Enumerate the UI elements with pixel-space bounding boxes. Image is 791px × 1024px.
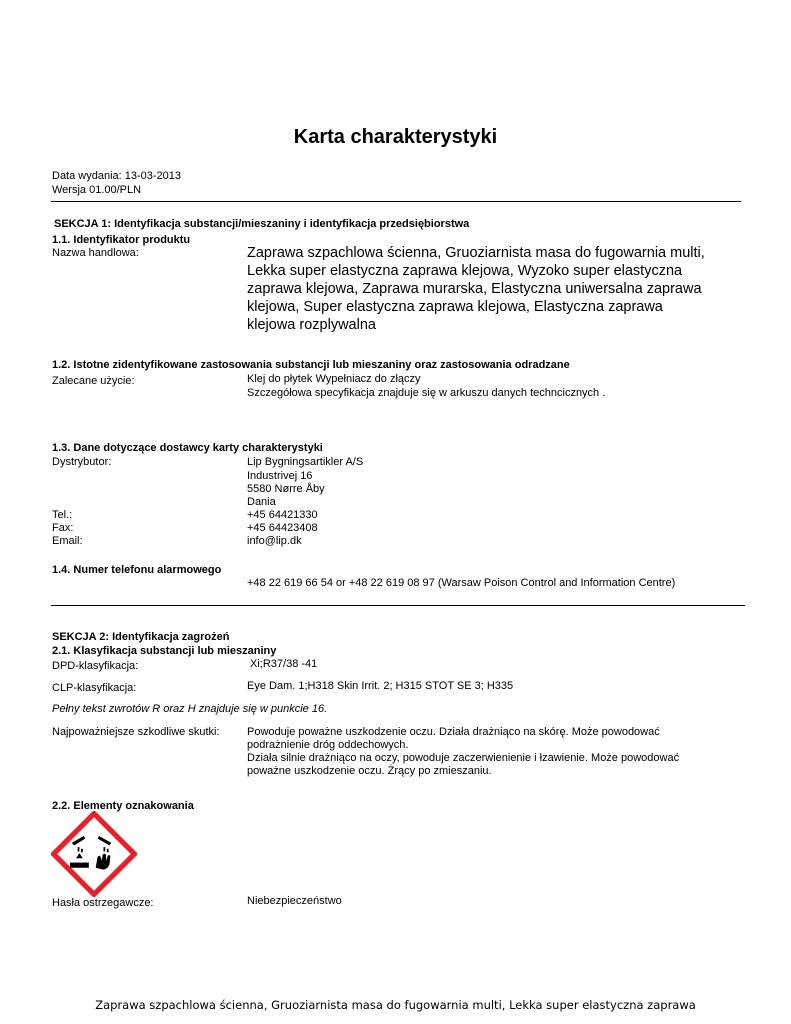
sub12-heading: 1.2. Istotne zidentyfikowane zastosowania substancji lub mieszaniny oraz zastosowania odradzane (52, 359, 570, 371)
trade-name-label: Nazwa handlowa: (52, 247, 139, 259)
sub11-heading: 1.1. Identyfikator produktu (52, 234, 191, 246)
distributor-label: Dystrybutor: (52, 456, 112, 468)
use-label: Zalecane użycie: (52, 375, 135, 387)
sub22-heading: 2.2. Elementy oznakowania (52, 800, 194, 812)
email-label: Email: (52, 535, 83, 547)
trade-name-line: klejowa rozplywalna (247, 317, 376, 333)
effects-line: Powoduje poważne uszkodzenie oczu. Działa drażniąco na skórę. Może powodować (247, 726, 660, 738)
effects-line: podrażnienie dróg oddechowych. (247, 739, 409, 751)
use-line2: Szczegółowa specyfikacja znajduje się w arkuszu danych techncicznych . (247, 387, 606, 399)
trade-name-line: zaprawa klejowa, Zaprawa murarska, Elastyczna uniwersalna zaprawa (247, 281, 702, 297)
section1-heading: SEKCJA 1: Identyfikacja substancji/mieszaniny i identyfikacja przedsiębiorstwa (54, 218, 470, 230)
effects-label: Najpoważniejsze szkodliwe skutki: (52, 726, 220, 738)
distributor-name: Lip Bygningsartikler A/S (247, 456, 364, 468)
sub13-heading: 1.3. Dane dotyczące dostawcy karty charakterystyki (52, 442, 323, 454)
trade-name-line: Lekka super elastyczna zaprawa klejowa, Wyzoko super elastyczna (247, 263, 683, 279)
header-divider (51, 201, 741, 202)
distributor-city: 5580 Nørre Åby (247, 483, 325, 495)
fax-value: +45 64423408 (247, 522, 318, 534)
fax-label: Fax: (52, 522, 74, 534)
fulltext-note: Pełny tekst zwrotów R oraz H znajduje się w punkcie 16. (52, 703, 328, 715)
signal-word: Niebezpieczeństwo (247, 895, 342, 907)
distributor-country: Dania (247, 496, 276, 508)
email-value: info@lip.dk (247, 535, 302, 547)
trade-name-line: klejowa, Super elastyczna zaprawa klejowa, Elastyczna zaprawa (247, 299, 663, 315)
corrosion-pictogram-icon (51, 811, 137, 897)
issue-date: Data wydania: 13-03-2013 (52, 170, 182, 182)
clp-value: Eye Dam. 1;H318 Skin Irrit. 2; H315 STOT SE 3; H335 (247, 680, 514, 692)
trade-name (247, 244, 747, 334)
section-divider (51, 605, 745, 606)
distributor-street: Industrivej 16 (247, 470, 313, 482)
dpd-value: Xi;R37/38 -41 (250, 658, 318, 670)
sub14-heading: 1.4. Numer telefonu alarmowego (52, 564, 222, 576)
page-title: Karta charakterystyki (293, 126, 498, 148)
sub21-heading: 2.1. Klasyfikacja substancji lub mieszaniny (52, 645, 277, 657)
trade-name-line: Zaprawa szpachlowa ścienna, Gruoziarnista masa do fugowarnia multi, (247, 245, 705, 261)
dpd-label: DPD-klasyfikacja: (52, 660, 139, 672)
effects-line: Działa silnie drażniąco na oczy, powoduje zaczerwienienie i łzawienie. Może powodować (247, 752, 680, 764)
section2-heading: SEKCJA 2: Identyfikacja zagrożeń (52, 631, 230, 643)
emergency-phone: +48 22 619 66 54 or +48 22 619 08 97 (Warsaw Poison Control and Information Centre) (247, 577, 676, 589)
page-footer: Zaprawa szpachlowa ścienna, Gruoziarnista masa do fugowarnia multi, Lekka super elastyczna zaprawa (95, 998, 696, 1012)
use-line1: Klej do płytek Wypełniacz do złączy (247, 373, 421, 385)
tel-label: Tel.: (52, 509, 73, 521)
version: Wersja 01.00/PLN (52, 184, 142, 196)
signal-word-label: Hasła ostrzegawcze: (52, 897, 154, 909)
effects-line: poważne uszkodzenie oczu. Żrący po zmieszaniu. (247, 765, 492, 777)
clp-label: CLP-klasyfikacja: (52, 682, 137, 694)
tel-value: +45 64421330 (247, 509, 318, 521)
